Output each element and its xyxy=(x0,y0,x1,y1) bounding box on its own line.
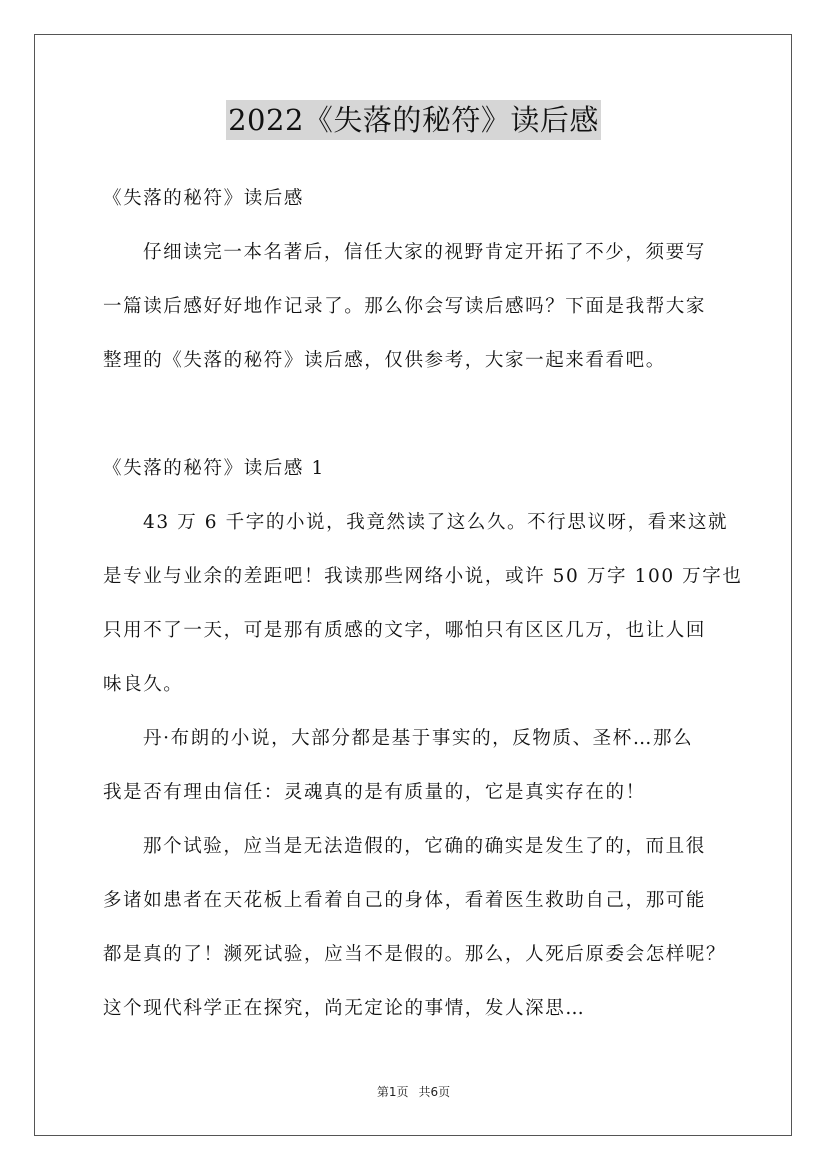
para1-line-3: 只用不了一天，可是那有质感的文字，哪怕只有区区几万，也让人回 xyxy=(103,620,707,641)
para3-line-3: 都是真的了！濒死试验，应当不是假的。那么，人死后原委会怎样呢？ xyxy=(103,944,727,965)
document-title: 2022《失落的秘符》读后感 xyxy=(226,100,601,140)
intro-line-2: 一篇读后感好好地作记录了。那么你会写读后感吗？下面是我帮大家 xyxy=(103,296,707,317)
document-subtitle: 《失落的秘符》读后感 xyxy=(103,188,305,209)
page-number: 第1页 xyxy=(376,1085,409,1099)
page-total: 共6页 xyxy=(418,1085,451,1099)
para1-line-4: 味良久。 xyxy=(103,674,184,695)
para2-line-1: 丹·布朗的小说，大部分都是基于事实的，反物质、圣杯…那么 xyxy=(143,728,694,749)
para3-line-4: 这个现代科学正在探究，尚无定论的事情，发人深思… xyxy=(103,998,586,1019)
intro-line-3: 整理的《失落的秘符》读后感，仅供参考，大家一起来看看吧。 xyxy=(103,350,666,371)
title-block xyxy=(0,100,827,140)
section-heading: 《失落的秘符》读后感 1 xyxy=(103,458,325,479)
page-footer xyxy=(0,1083,827,1100)
para3-line-2: 多诸如患者在天花板上看着自己的身体，看着医生救助自己，那可能 xyxy=(103,890,707,911)
para1-line-1: 43 万 6 千字的小说，我竟然读了这么久。不行思议呀，看来这就 xyxy=(143,512,729,533)
para2-line-2: 我是否有理由信任：灵魂真的是有质量的，它是真实存在的！ xyxy=(103,782,646,803)
intro-line-1: 仔细读完一本名著后，信任大家的视野肯定开拓了不少，须要写 xyxy=(143,242,706,263)
para3-line-1: 那个试验，应当是无法造假的，它确的确实是发生了的，而且很 xyxy=(143,836,706,857)
para1-line-2: 是专业与业余的差距吧！我读那些网络小说，或许 50 万字 100 万字也 xyxy=(103,566,743,587)
